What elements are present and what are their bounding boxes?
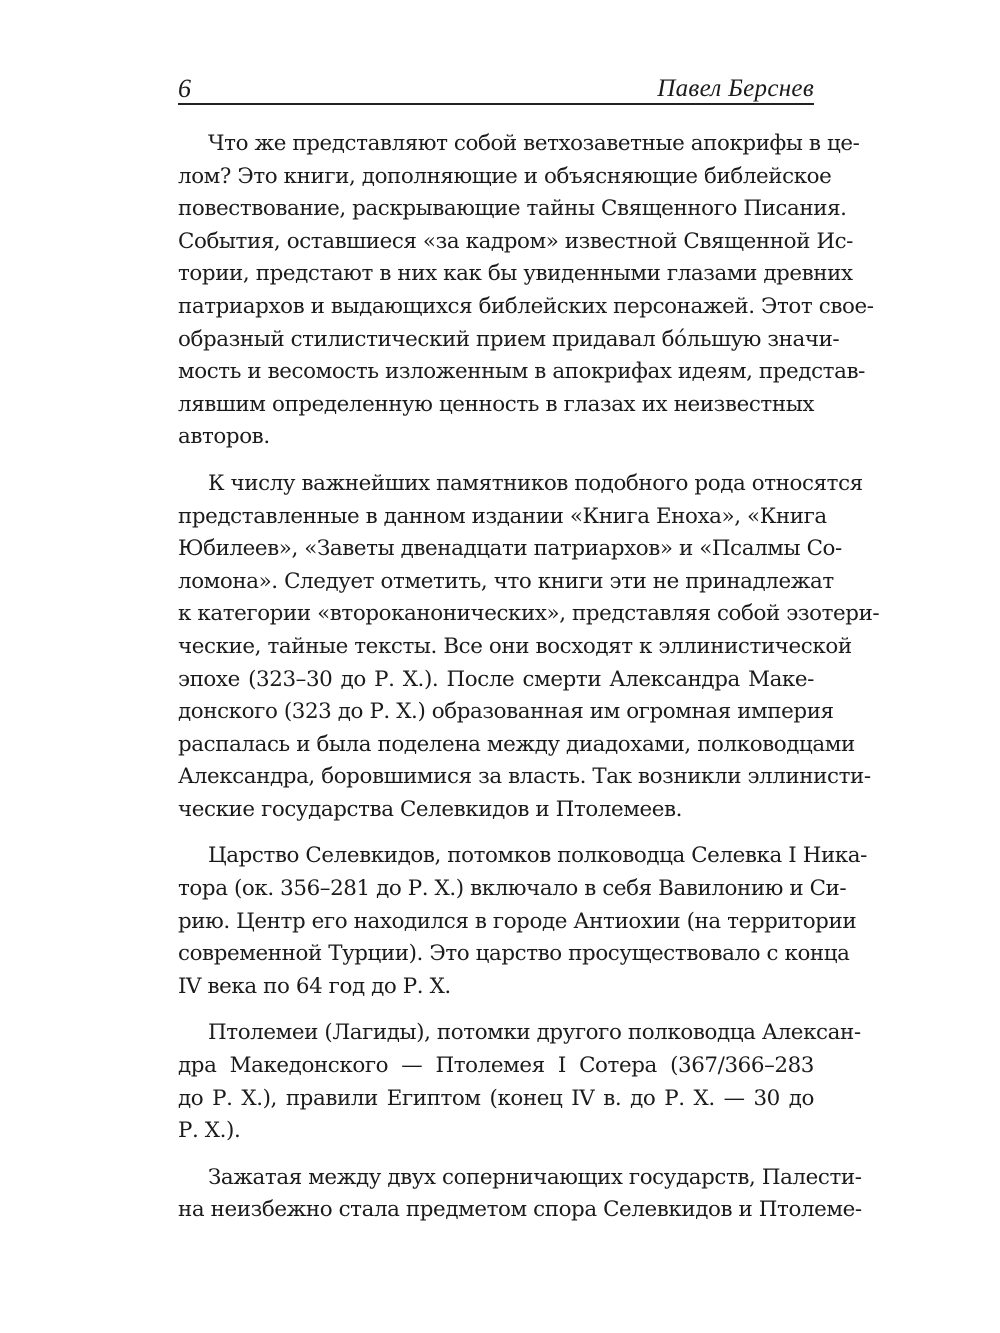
page-header xyxy=(178,72,814,106)
text-line: патриархов и выдающихся библейских персонажей. Этот свое- xyxy=(178,293,874,319)
text-line: ломона». Следует отметить, что книги эти не принадлежат xyxy=(178,568,834,594)
text-line: лом? Это книги, дополняющие и объясняющие библейское xyxy=(178,163,832,189)
text-line: распалась и была поделена между диадохами, полководцами xyxy=(178,731,855,757)
text-line: События, оставшиеся «за кадром» известной Священной Ис- xyxy=(178,228,853,254)
text-line: к категории «второканонических», представляя собой эзотери- xyxy=(178,601,880,627)
paragraph-5 xyxy=(178,1162,862,1227)
text-line: ческие государства Селевкидов и Птолемеев. xyxy=(178,796,683,822)
text-line: рию. Центр его находился в городе Антиохии (на территории xyxy=(178,908,857,934)
text-line: на неизбежно стала предметом спора Селевкидов и Птолеме- xyxy=(178,1197,862,1223)
paragraph-2 xyxy=(178,468,880,827)
text-line: авторов. xyxy=(178,424,270,450)
text-line: образный стилистический прием придавал бо́льшую значи- xyxy=(178,326,840,352)
text-line: Юбилеев», «Заветы двенадцати патриархов» и «Псалмы Со- xyxy=(178,536,842,562)
text-line: IV века по 64 год до Р. Х. xyxy=(178,973,451,999)
text-line: ческие, тайные тексты. Все они восходят к эллинистической xyxy=(178,633,852,659)
text-line: Что же представляют собой ветхозаветные апокрифы в це- xyxy=(208,131,860,156)
body-text xyxy=(178,128,880,1241)
text-line: повествование, раскрывающие тайны Священного Писания. xyxy=(178,196,847,222)
text-line: Р. Х.). xyxy=(178,1118,241,1144)
paragraph-1 xyxy=(178,128,874,454)
text-line: дра Македонского — Птолемея I Сотера (367/366–283 xyxy=(178,1053,814,1079)
text-line: Зажатая между двух соперничающих государств, Палести- xyxy=(208,1164,862,1190)
text-line: тора (ок. 356–281 до Р. Х.) включало в себя Вавилонию и Си- xyxy=(178,876,847,902)
text-line: до Р. Х.), правили Египтом (конец IV в. до Р. Х. — 30 до xyxy=(178,1085,814,1111)
text-line: Царство Селевкидов, потомков полководца Селевка I Ника- xyxy=(208,843,867,869)
text-line: представленные в данном издании «Книга Еноха», «Книга xyxy=(178,503,827,529)
text-line: мость и весомость изложенным в апокрифах идеям, представ- xyxy=(178,359,865,385)
paragraph-3 xyxy=(178,840,867,1003)
text-line: донского (323 до Р. Х.) образованная им огромная империя xyxy=(178,699,834,725)
running-head-author: Павел Берснев xyxy=(657,75,814,102)
text-line: эпохе (323–30 до Р. Х.). После смерти Александра Маке- xyxy=(178,666,814,692)
page-number: 6 xyxy=(178,74,191,103)
text-line: К числу важнейших памятников подобного рода относятся xyxy=(208,470,863,496)
paragraph-4 xyxy=(178,1017,861,1147)
text-line: современной Турции). Это царство просуществовало с конца xyxy=(178,941,850,967)
text-line: тории, предстают в них как бы увиденными глазами древних xyxy=(178,261,853,287)
text-line: лявшим определенную ценность в глазах их неизвестных xyxy=(178,391,814,417)
header-rule xyxy=(178,103,814,105)
text-line: Александра, боровшимися за власть. Так возникли эллинисти- xyxy=(178,764,871,790)
text-line: Птолемеи (Лагиды), потомки другого полководца Алексан- xyxy=(208,1020,861,1046)
